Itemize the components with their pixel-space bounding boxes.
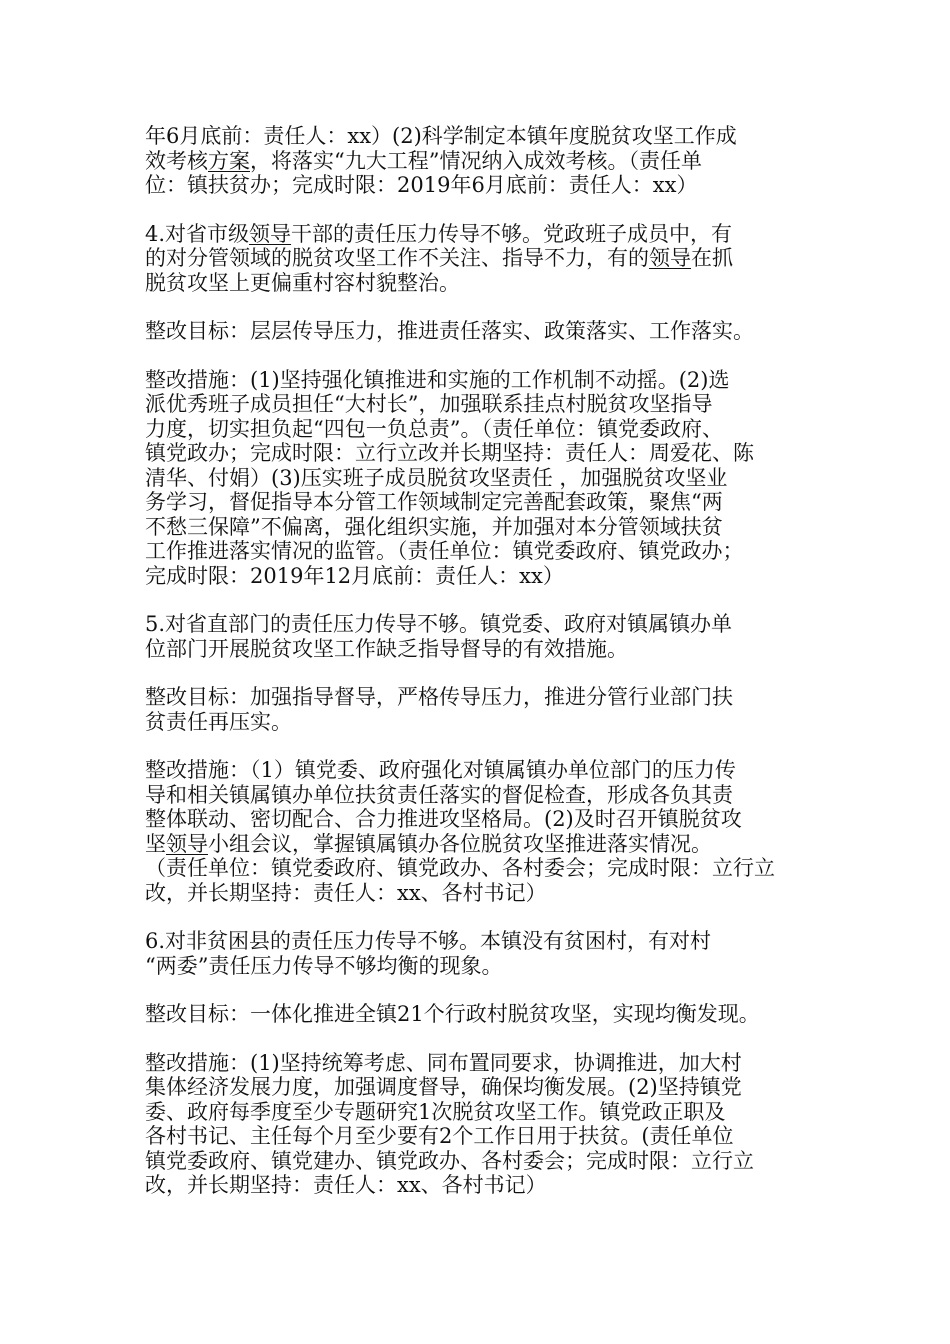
text-segment: 改，并长期坚持：责任人：xx、各村书记） bbox=[145, 880, 547, 905]
text-line bbox=[145, 392, 825, 417]
text-line bbox=[145, 466, 825, 491]
text-segment: 小组会议，掌握镇属镇办各位脱贫攻坚推进落实情况。 bbox=[208, 831, 712, 856]
text-segment: 导和相关镇属镇办单位扶贫责任落实的督促检查，形成各负其责 bbox=[145, 782, 733, 807]
document-page bbox=[145, 124, 825, 1222]
text-line bbox=[145, 271, 825, 296]
text-segment: 贫责任再压实。 bbox=[145, 709, 292, 734]
text-line bbox=[145, 539, 825, 564]
text-line bbox=[145, 246, 825, 271]
text-line bbox=[145, 368, 825, 393]
text-segment: 各村书记、主任每个月至少要有2个工作日用于扶贫。(责任单位 bbox=[145, 1124, 734, 1148]
text-segment: 整体联动、密切配合、合力推进攻坚格局。(2)及时召开镇脱贫攻 bbox=[145, 807, 742, 831]
text-line bbox=[145, 758, 825, 783]
text-segment: “两委”责任压力传导不够均衡的现象。 bbox=[145, 953, 503, 978]
underlined-term: 领导 bbox=[166, 831, 208, 856]
text-segment: 位：镇扶贫办；完成时限：2019年6月底前：责任人：xx） bbox=[145, 173, 698, 197]
text-segment: ，将落实“九大工程”情况纳入成效考核。（责任单 bbox=[250, 148, 702, 173]
text-line bbox=[145, 319, 825, 344]
text-segment: 在抓 bbox=[691, 246, 733, 270]
text-segment: 务学习，督促指导本分管工作领域制定完善配套政策，聚焦“两 bbox=[145, 490, 723, 514]
text-segment: 6.对非贫困县的责任压力传导不够。本镇没有贫困村，有对村 bbox=[145, 929, 712, 953]
text-segment: 年6月底前：责任人：xx）(2)科学制定本镇年度脱贫攻坚工作成 bbox=[145, 124, 737, 148]
text-line bbox=[145, 1075, 825, 1100]
underlined-term: 方案 bbox=[208, 148, 250, 173]
text-segment: （责任单位：镇党委政府、镇党政办、各村委会；完成时限：立行立 bbox=[145, 856, 775, 880]
text-segment: 的对分管领域的脱贫攻坚工作不关注、指导不力，有的 bbox=[145, 246, 649, 270]
text-line bbox=[145, 612, 825, 637]
text-line bbox=[145, 1100, 825, 1125]
text-segment: 脱贫攻坚上更偏重村容村貌整治。 bbox=[145, 270, 460, 295]
text-segment: 清华、付娟）(3)压实班子成员脱贫攻坚责任 ，加强脱贫攻坚业 bbox=[145, 465, 728, 490]
text-line bbox=[145, 1173, 825, 1198]
paragraph bbox=[145, 124, 825, 198]
text-segment: 工作推进落实情况的监管。（责任单位：镇党委政府、镇党政办； bbox=[145, 539, 744, 563]
text-line bbox=[145, 1149, 825, 1174]
text-line bbox=[145, 929, 825, 954]
text-segment: 改，并长期坚持：责任人：xx、各村书记） bbox=[145, 1173, 547, 1197]
text-line bbox=[145, 441, 825, 466]
text-segment: 整改措施：（1）镇党委、政府强化对镇属镇办单位部门的压力传 bbox=[145, 758, 736, 782]
text-segment: 整改目标：加强指导督导，严格传导压力，推进分管行业部门扶 bbox=[145, 685, 733, 709]
text-line bbox=[145, 124, 825, 149]
text-line bbox=[145, 832, 825, 857]
paragraph bbox=[145, 222, 825, 296]
text-line bbox=[145, 856, 825, 881]
text-segment: 位部门开展脱贫攻坚工作缺乏指导督导的有效措施。 bbox=[145, 636, 628, 661]
text-line bbox=[145, 881, 825, 906]
text-segment: 坚 bbox=[145, 831, 166, 856]
text-segment: 镇党政办；完成时限：立行立改并长期坚持：责任人：周爱花、陈 bbox=[145, 441, 754, 465]
text-line bbox=[145, 1051, 825, 1076]
text-segment: 整改措施：(1)坚持强化镇推进和实施的工作机制不动摇。(2)选 bbox=[145, 367, 730, 392]
text-line bbox=[145, 1124, 825, 1149]
paragraph bbox=[145, 758, 825, 905]
paragraph bbox=[145, 685, 825, 734]
text-line bbox=[145, 807, 825, 832]
text-segment: 集体经济发展力度，加强调度督导，确保均衡发展。(2)坚持镇党 bbox=[145, 1075, 742, 1099]
text-segment: 镇党委政府、镇党建办、镇党政办、各村委会；完成时限：立行立 bbox=[145, 1148, 754, 1173]
text-segment: 效考核 bbox=[145, 148, 208, 173]
paragraph bbox=[145, 368, 825, 589]
underlined-term: 领导 bbox=[649, 246, 691, 270]
text-segment: 完成时限：2019年12月底前：责任人：xx） bbox=[145, 563, 564, 588]
text-segment: 力度，切实担负起“四包一负总责”。（责任单位：镇党委政府、 bbox=[145, 416, 723, 441]
text-segment: 干部的责任压力传导不够。党政班子成员中，有 bbox=[291, 221, 733, 246]
text-line bbox=[145, 783, 825, 808]
text-line bbox=[145, 173, 825, 198]
text-segment: 整改目标：层层传导压力，推进责任落实、政策落实、工作落实。 bbox=[145, 319, 754, 343]
text-line bbox=[145, 685, 825, 710]
text-segment: 4.对省市级 bbox=[145, 221, 250, 246]
text-segment: 不愁三保障”不偏离，强化组织实施，并加强对本分管领域扶贫 bbox=[145, 514, 723, 539]
text-segment: 5.对省直部门的责任压力传导不够。镇党委、政府对镇属镇办单 bbox=[145, 612, 733, 636]
text-line bbox=[145, 222, 825, 247]
paragraph bbox=[145, 612, 825, 661]
text-line bbox=[145, 490, 825, 515]
text-line bbox=[145, 637, 825, 662]
paragraph bbox=[145, 929, 825, 978]
underlined-term: 领导 bbox=[249, 221, 292, 246]
text-line bbox=[145, 149, 825, 174]
text-line bbox=[145, 515, 825, 540]
text-segment: 整改目标：一体化推进全镇21个行政村脱贫攻坚，实现均衡发现。 bbox=[145, 1002, 760, 1026]
text-segment: 整改措施：(1)坚持统筹考虑、同布置同要求，协调推进，加大村 bbox=[145, 1050, 742, 1075]
text-line bbox=[145, 564, 825, 589]
text-line bbox=[145, 710, 825, 735]
paragraph bbox=[145, 1051, 825, 1198]
paragraph bbox=[145, 319, 825, 344]
text-segment: 派优秀班子成员担任“大村长”，加强联系挂点村脱贫攻坚指导 bbox=[145, 392, 713, 416]
text-line bbox=[145, 1002, 825, 1027]
text-segment: 委、政府每季度至少专题研究1次脱贫攻坚工作。镇党政正职及 bbox=[145, 1099, 726, 1124]
text-line bbox=[145, 417, 825, 442]
paragraph bbox=[145, 1002, 825, 1027]
text-line bbox=[145, 954, 825, 979]
